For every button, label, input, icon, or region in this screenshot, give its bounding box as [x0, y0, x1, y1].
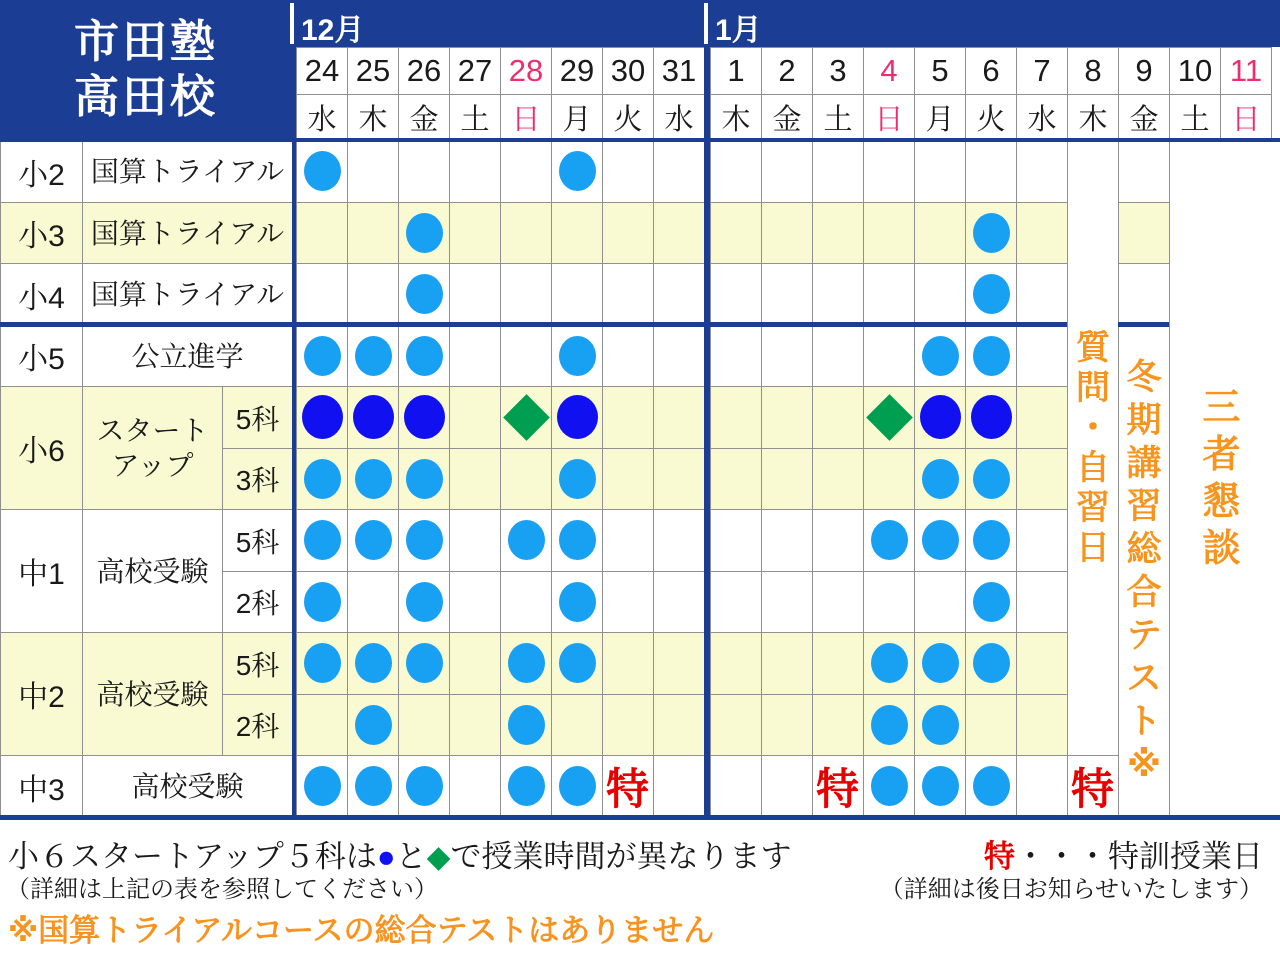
- schedule-cell: [1016, 386, 1068, 449]
- course-cell: スタート アップ: [82, 386, 223, 510]
- schedule-cell: [1016, 263, 1068, 326]
- schedule-cell: [812, 632, 864, 695]
- date-cell: 24: [296, 47, 348, 95]
- schedule-cell: [710, 571, 762, 633]
- toku-legend-text: ・・・特訓授業日: [1015, 839, 1263, 874]
- toku-mark: 特: [606, 765, 649, 814]
- schedule-cell: [347, 263, 399, 326]
- winter-test-column-char: ス: [1126, 659, 1162, 698]
- schedule-cell: [1118, 140, 1170, 203]
- sansha-kondan-column-char: 談: [1202, 527, 1241, 570]
- day-cell: 水: [296, 94, 348, 141]
- schedule-cell: [812, 509, 864, 572]
- schedule-cell: [710, 755, 762, 818]
- schedule-cell: [551, 202, 603, 264]
- question-selfstudy-column-char: 質: [1076, 328, 1110, 367]
- lesson-dot: [304, 643, 341, 683]
- schedule-cell: [710, 386, 762, 449]
- schedule-cell: [653, 632, 705, 695]
- schedule-cell: [710, 509, 762, 572]
- schedule-cell: [296, 202, 348, 264]
- lesson-dot: [922, 336, 959, 376]
- schedule-cell: [449, 263, 501, 326]
- day-cell: 金: [761, 94, 813, 141]
- day-cell: 木: [1067, 94, 1119, 141]
- schedule-cell: [812, 571, 864, 633]
- lesson-dot: [922, 459, 959, 499]
- lesson-dot: [559, 766, 596, 806]
- table-bottom-line: [0, 815, 1280, 820]
- december-tick: [290, 3, 294, 44]
- green-diamond-symbol: ◆: [426, 839, 451, 874]
- subcourse-cell: 2科: [222, 694, 293, 756]
- schedule-cell: [761, 263, 813, 326]
- day-cell: 日: [500, 94, 552, 141]
- schedule-cell: [602, 263, 654, 326]
- lesson-dot-dark: [404, 395, 445, 439]
- schedule-cell: [863, 140, 915, 203]
- day-cell: 火: [965, 94, 1017, 141]
- schedule-cell: [863, 325, 915, 387]
- subcourse-cell: 5科: [222, 632, 293, 695]
- lesson-dot: [973, 274, 1010, 314]
- lesson-dot: [508, 766, 545, 806]
- subcourse-cell: 3科: [222, 448, 293, 510]
- schedule-cell: [812, 202, 864, 264]
- winter-test-column-char: 習: [1126, 487, 1162, 526]
- schedule-cell: [1016, 448, 1068, 510]
- schedule-cell: [449, 140, 501, 203]
- schedule-cell: [812, 694, 864, 756]
- lesson-dot: [871, 520, 908, 560]
- lesson-dot: [559, 643, 596, 683]
- note-text-part: 小６スタートアップ５科は: [8, 839, 377, 874]
- date-cell: 9: [1118, 47, 1170, 95]
- schedule-cell: [1016, 509, 1068, 572]
- lesson-dot: [304, 336, 341, 376]
- date-cell: 25: [347, 47, 399, 95]
- lesson-dot: [559, 520, 596, 560]
- lesson-dot: [304, 582, 341, 622]
- schedule-cell: [602, 509, 654, 572]
- schedule-cell: [653, 755, 705, 818]
- date-cell: 6: [965, 47, 1017, 95]
- grade-cell: 小3: [0, 202, 83, 264]
- date-cell: 26: [398, 47, 450, 95]
- winter-test-column-char: テ: [1126, 616, 1162, 655]
- grade-cell: 中1: [0, 509, 83, 633]
- schedule-cell: [602, 632, 654, 695]
- schedule-cell: [761, 202, 813, 264]
- lesson-dot: [355, 643, 392, 683]
- lesson-dot: [871, 766, 908, 806]
- schedule-cell: [398, 140, 450, 203]
- school-title-block: [0, 0, 292, 140]
- course-cell: 国算トライアル: [82, 202, 293, 264]
- note-toku-detail: （詳細は後日お知らせいたします）: [879, 876, 1263, 903]
- schedule-cell: [653, 263, 705, 326]
- lesson-dot: [922, 705, 959, 745]
- schedule-cell: [1016, 325, 1068, 387]
- schedule-cell: [551, 694, 603, 756]
- winter-test-column-char: ト: [1126, 702, 1162, 741]
- schedule-cell: [602, 448, 654, 510]
- schedule-cell: [449, 202, 501, 264]
- day-cell: 木: [710, 94, 762, 141]
- day-cell: 日: [863, 94, 915, 141]
- grade-cell: 小6: [0, 386, 83, 510]
- schedule-cell: [500, 202, 552, 264]
- day-cell: 土: [812, 94, 864, 141]
- lesson-dot: [406, 766, 443, 806]
- winter-test-column-char: 期: [1126, 401, 1162, 440]
- course-cell: 高校受験: [82, 755, 293, 818]
- schedule-cell: [500, 448, 552, 510]
- schedule-cell: [449, 632, 501, 695]
- lesson-dot-dark: [557, 395, 598, 439]
- date-cell: 4: [863, 47, 915, 95]
- schedule-cell: [761, 448, 813, 510]
- schedule-cell: [602, 325, 654, 387]
- date-cell: 29: [551, 47, 603, 95]
- winter-test-column-char: 冬: [1126, 358, 1162, 397]
- lesson-dot: [922, 520, 959, 560]
- schedule-cell: [863, 202, 915, 264]
- grade-cell: 小2: [0, 140, 83, 203]
- question-selfstudy-column-char: 日: [1076, 528, 1110, 567]
- month-separator-vline: [704, 47, 710, 820]
- label-date-separator-vline: [292, 47, 296, 820]
- schedule-cell: [761, 509, 813, 572]
- schedule-cell: [761, 571, 813, 633]
- schedule-cell: [914, 202, 966, 264]
- schedule-cell: [1016, 140, 1068, 203]
- lesson-dot: [406, 336, 443, 376]
- winter-test-column-char: 講: [1126, 444, 1162, 483]
- date-cell: 2: [761, 47, 813, 95]
- sansha-kondan-column-char: 懇: [1202, 480, 1241, 523]
- lesson-dot: [559, 336, 596, 376]
- subcourse-cell: 2科: [222, 571, 293, 633]
- date-cell: 10: [1169, 47, 1221, 95]
- schedule-cell: [551, 263, 603, 326]
- schedule-cell: [602, 140, 654, 203]
- schedule-cell: [1016, 694, 1068, 756]
- lesson-dot: [973, 582, 1010, 622]
- schedule-cell: [449, 571, 501, 633]
- schedule-cell: [653, 694, 705, 756]
- schedule-cell: [863, 263, 915, 326]
- schedule-cell: [812, 386, 864, 449]
- course-cell: 国算トライアル: [82, 140, 293, 203]
- elementary-separator-line: [1118, 322, 1169, 327]
- day-cell: 水: [1016, 94, 1068, 141]
- question-selfstudy-column-char: 問: [1076, 368, 1110, 407]
- sansha-kondan-column-char: 三: [1202, 386, 1241, 429]
- schedule-cell: [812, 448, 864, 510]
- day-cell: 月: [551, 94, 603, 141]
- january-tick: [704, 3, 708, 44]
- note-see-table: （詳細は上記の表を参照してください）: [6, 876, 438, 903]
- schedule-cell: [812, 140, 864, 203]
- winter-test-column-char: 総: [1126, 530, 1162, 569]
- toku-symbol: 特: [984, 839, 1015, 874]
- lesson-dot: [304, 151, 341, 191]
- schedule-cell: [761, 755, 813, 818]
- grade-cell: 中2: [0, 632, 83, 756]
- lesson-dot: [355, 766, 392, 806]
- day-cell: 日: [1220, 94, 1272, 141]
- lesson-dot: [871, 705, 908, 745]
- grade-cell: 小5: [0, 325, 83, 387]
- lesson-dot: [355, 705, 392, 745]
- winter-test-column-char: 合: [1126, 573, 1162, 612]
- course-cell: 高校受験: [82, 509, 223, 633]
- schedule-cell: [761, 140, 813, 203]
- schedule-cell: [761, 632, 813, 695]
- question-selfstudy-column: [1067, 140, 1119, 755]
- schedule-cell: [653, 325, 705, 387]
- sansha-kondan-column-char: 者: [1202, 433, 1241, 476]
- course-cell: 国算トライアル: [82, 263, 293, 326]
- schedule-cell: [449, 448, 501, 510]
- lesson-dot: [406, 520, 443, 560]
- schedule-cell: [500, 263, 552, 326]
- header-bottom-line: [0, 138, 1280, 142]
- date-cell: 28: [500, 47, 552, 95]
- lesson-dot: [559, 459, 596, 499]
- schedule-cell: [602, 386, 654, 449]
- question-selfstudy-column-char: 自: [1076, 448, 1110, 487]
- grade-cell: 小4: [0, 263, 83, 326]
- schedule-cell: [1118, 202, 1170, 264]
- schedule-cell: [1016, 632, 1068, 695]
- schedule-cell: [398, 694, 450, 756]
- lesson-dot: [973, 459, 1010, 499]
- lesson-dot: [355, 520, 392, 560]
- schedule-cell: [602, 571, 654, 633]
- schedule-cell: [1118, 263, 1170, 326]
- school-name: 市田塾 高田校: [73, 16, 218, 122]
- grade-cell: 中3: [0, 755, 83, 818]
- date-cell: 5: [914, 47, 966, 95]
- lesson-dot: [508, 520, 545, 560]
- elementary-separator-line: [0, 322, 1067, 327]
- schedule-cell: [653, 571, 705, 633]
- winter-test-column: [1118, 325, 1170, 817]
- january-label: 1月: [715, 14, 762, 47]
- schedule-cell: [653, 448, 705, 510]
- schedule-cell: [602, 202, 654, 264]
- schedule-cell: [449, 509, 501, 572]
- schedule-cell: [449, 386, 501, 449]
- schedule-cell: [449, 325, 501, 387]
- date-cell: 27: [449, 47, 501, 95]
- lesson-dot-dark: [353, 395, 394, 439]
- day-cell: 火: [602, 94, 654, 141]
- schedule-cell: [1016, 571, 1068, 633]
- schedule-cell: [449, 694, 501, 756]
- date-cell: 31: [653, 47, 705, 95]
- lesson-dot: [406, 213, 443, 253]
- schedule-cell: [863, 448, 915, 510]
- date-cell: 3: [812, 47, 864, 95]
- schedule-cell: [347, 202, 399, 264]
- schedule-cell: [710, 325, 762, 387]
- question-selfstudy-column-char: 習: [1076, 488, 1110, 527]
- lesson-dot: [508, 643, 545, 683]
- lesson-dot-dark: [302, 395, 343, 439]
- lesson-dot: [355, 459, 392, 499]
- lesson-dot: [406, 459, 443, 499]
- schedule-cell: [653, 202, 705, 264]
- schedule-cell: [710, 140, 762, 203]
- lesson-dot: [973, 213, 1010, 253]
- lesson-dot-dark: [920, 395, 961, 439]
- schedule-cell: [965, 140, 1017, 203]
- schedule-cell: [710, 263, 762, 326]
- day-cell: 土: [1169, 94, 1221, 141]
- lesson-dot: [559, 151, 596, 191]
- schedule-cell: [500, 325, 552, 387]
- schedule-cell: [347, 140, 399, 203]
- lesson-dot: [406, 274, 443, 314]
- day-cell: 月: [914, 94, 966, 141]
- lesson-dot: [304, 459, 341, 499]
- schedule-cell: [914, 571, 966, 633]
- lesson-dot: [355, 336, 392, 376]
- lesson-dot: [973, 520, 1010, 560]
- day-cell: 金: [1118, 94, 1170, 141]
- schedule-cell: [296, 694, 348, 756]
- schedule-cell: [710, 632, 762, 695]
- subcourse-cell: 5科: [222, 386, 293, 449]
- note-text-part: と: [395, 839, 427, 874]
- day-cell: 土: [449, 94, 501, 141]
- subcourse-cell: 5科: [222, 509, 293, 572]
- schedule-cell: [653, 386, 705, 449]
- schedule-cell: [710, 694, 762, 756]
- question-selfstudy-column-char: ・: [1076, 408, 1110, 447]
- lesson-dot: [304, 520, 341, 560]
- note-no-trial-test: ※国算トライアルコースの総合テストはありません: [8, 913, 715, 948]
- day-cell: 木: [347, 94, 399, 141]
- schedule-cell: [449, 755, 501, 818]
- winter-test-column-char: ※: [1126, 745, 1162, 784]
- schedule-cell: [761, 694, 813, 756]
- december-label: 12月: [301, 14, 365, 47]
- lesson-dot: [406, 643, 443, 683]
- sansha-kondan-column: [1169, 140, 1273, 817]
- lesson-dot: [871, 643, 908, 683]
- lesson-dot: [304, 766, 341, 806]
- schedule-cell: [602, 694, 654, 756]
- lesson-dot-dark: [971, 395, 1012, 439]
- schedule-cell: [761, 325, 813, 387]
- schedule-cell: [761, 386, 813, 449]
- lesson-dot: [973, 766, 1010, 806]
- schedule-cell: [965, 694, 1017, 756]
- lesson-dot: [922, 766, 959, 806]
- dark-dot-symbol: ●: [376, 839, 396, 874]
- lesson-dot: [559, 582, 596, 622]
- schedule-cell: [812, 325, 864, 387]
- schedule-cell: [296, 263, 348, 326]
- course-cell: 公立進学: [82, 325, 293, 387]
- date-cell: 8: [1067, 47, 1119, 95]
- lesson-dot: [973, 643, 1010, 683]
- lesson-dot: [406, 582, 443, 622]
- course-cell: 高校受験: [82, 632, 223, 756]
- toku-mark: 特: [816, 765, 859, 814]
- schedule-cell: [710, 202, 762, 264]
- lesson-dot: [508, 705, 545, 745]
- date-cell: 11: [1220, 47, 1272, 95]
- toku-mark: 特: [1071, 765, 1114, 814]
- day-cell: 金: [398, 94, 450, 141]
- schedule-cell: [863, 571, 915, 633]
- schedule-cell: [914, 140, 966, 203]
- date-cell: 30: [602, 47, 654, 95]
- lesson-dot: [973, 336, 1010, 376]
- schedule-cell: [347, 571, 399, 633]
- date-cell: 1: [710, 47, 762, 95]
- schedule-cell: [500, 140, 552, 203]
- schedule-cell: [500, 571, 552, 633]
- lesson-dot: [922, 643, 959, 683]
- schedule-cell: [653, 509, 705, 572]
- schedule-cell: [1016, 755, 1068, 818]
- schedule-cell: [653, 140, 705, 203]
- date-cell: 7: [1016, 47, 1068, 95]
- schedule-cell: [1016, 202, 1068, 264]
- schedule-cell: [914, 263, 966, 326]
- note-text-part: で授業時間が異なります: [450, 839, 792, 874]
- schedule-cell: [710, 448, 762, 510]
- schedule-cell: [812, 263, 864, 326]
- day-cell: 水: [653, 94, 705, 141]
